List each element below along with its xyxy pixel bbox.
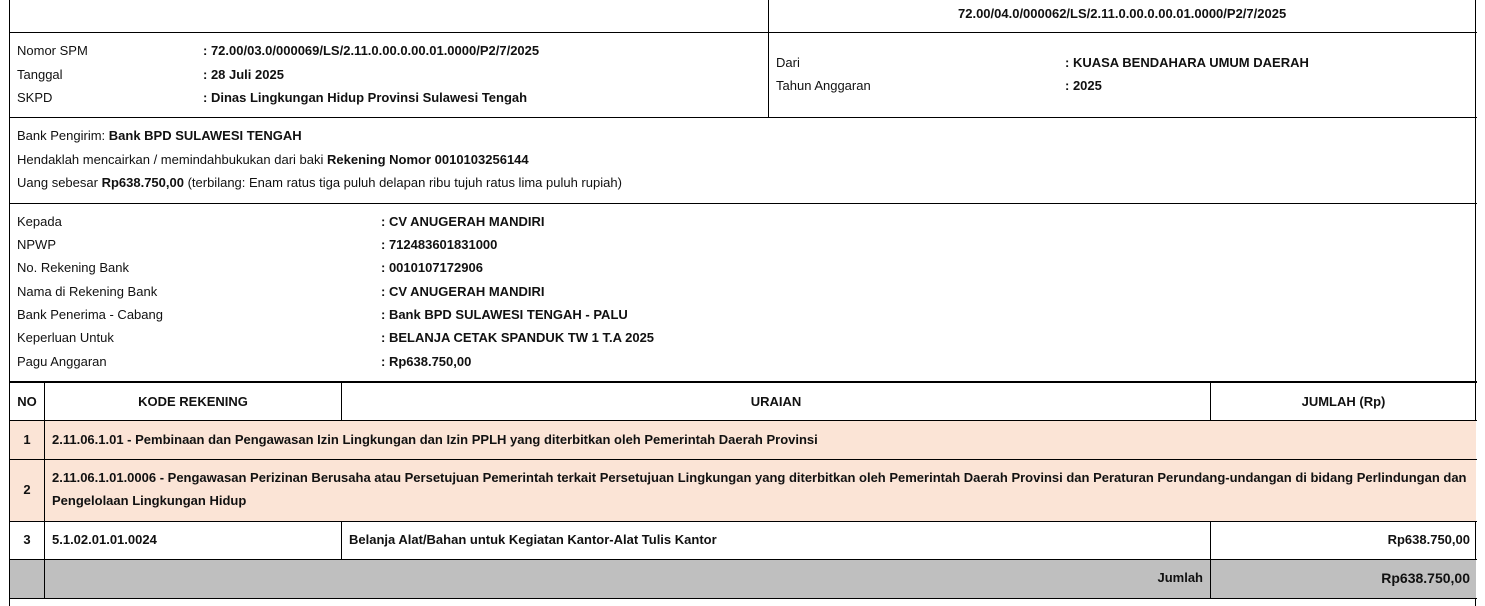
recipient-value: : 712483601831000 — [381, 237, 498, 252]
header-no: NO — [17, 394, 37, 409]
tanggal-value: : 28 Juli 2025 — [203, 67, 284, 82]
divider — [9, 459, 1477, 460]
divider — [9, 32, 1477, 33]
recipient-label: Kepada — [17, 214, 62, 229]
top-document-number: 72.00/04.0/000062/LS/2.11.0.00.0.00.01.0000/P2/7/2025 — [958, 6, 1287, 21]
bank-pengirim-value: Bank BPD SULAWESI TENGAH — [108, 128, 302, 143]
row-program-text: 2.11.06.1.01 - Pembinaan dan Pengawasan Izin Lingkungan dan Izin PPLH yang diterbitkan oleh Pemerintah Daerah Provinsi — [52, 432, 818, 447]
bank-pengirim-line — [17, 128, 302, 144]
uang-sebesar-label: Uang sebesar — [17, 175, 102, 190]
bank-pengirim-label: Bank Pengirim: — [17, 128, 109, 143]
recipient-value: : Rp638.750,00 — [381, 354, 472, 369]
divider — [9, 598, 1477, 599]
total-value: Rp638.750,00 — [1381, 570, 1470, 586]
recipient-label: Pagu Anggaran — [17, 354, 107, 369]
divider — [9, 559, 1477, 560]
row-jumlah: Rp638.750,00 — [1387, 532, 1470, 547]
nomor-spm-label: Nomor SPM — [17, 43, 88, 58]
tahun-anggaran-label: Tahun Anggaran — [776, 78, 871, 93]
recipient-value: : BELANJA CETAK SPANDUK TW 1 T.A 2025 — [381, 330, 655, 345]
recipient-label: Nama di Rekening Bank — [17, 284, 158, 299]
rekening-text: Hendaklah mencairkan / memindahbukukan dari baki — [17, 152, 328, 167]
total-label: Jumlah — [1157, 570, 1203, 585]
row-number: 3 — [23, 532, 31, 547]
rekening-nomor: Rekening Nomor 0010103256144 — [327, 152, 529, 167]
tanggal-label: Tanggal — [17, 67, 63, 82]
row-kegiatan-line2: Pengelolaan Lingkungan Hidup — [52, 493, 247, 508]
terbilang-text: (terbilang: Enam ratus tiga puluh delapan ribu tujuh ratus lima puluh rupiah) — [183, 175, 622, 190]
uang-amount: Rp638.750,00 — [101, 175, 184, 190]
row-number: 2 — [23, 482, 31, 497]
recipient-value: : CV ANUGERAH MANDIRI — [381, 284, 545, 299]
divider — [9, 381, 1477, 383]
dari-value: : KUASA BENDAHARA UMUM DAERAH — [1065, 55, 1309, 70]
header-uraian: URAIAN — [750, 394, 802, 409]
row-uraian: Belanja Alat/Bahan untuk Kegiatan Kantor-Alat Tulis Kantor — [349, 532, 717, 547]
divider — [9, 117, 1477, 118]
divider — [9, 203, 1477, 204]
recipient-label: Bank Penerima - Cabang — [17, 307, 163, 322]
rekening-line — [17, 152, 529, 168]
header-kode-rekening: KODE REKENING — [138, 394, 248, 409]
skpd-label: SKPD — [17, 90, 53, 105]
uang-sebesar-line — [17, 175, 622, 191]
row-kegiatan-line1: 2.11.06.1.01.0006 - Pengawasan Perizinan Berusaha atau Persetujuan Pemerintah terkait Persetujuan Lingkungan yang diterbitkan oleh Pemerintah Daerah Provinsi dan Peraturan Perundang-undangan di bidang Perlindungan dan — [52, 470, 1467, 485]
divider — [44, 382, 45, 598]
recipient-value: : CV ANUGERAH MANDIRI — [381, 214, 545, 229]
nomor-spm-value: : 72.00/03.0/000069/LS/2.11.0.00.0.00.01.0000/P2/7/2025 — [203, 43, 540, 58]
divider — [768, 0, 769, 117]
row-kode-rekening: 5.1.02.01.01.0024 — [52, 532, 157, 547]
recipient-label: No. Rekening Bank — [17, 260, 130, 275]
divider — [9, 521, 1477, 522]
recipient-value: : 0010107172906 — [381, 260, 483, 275]
header-jumlah: JUMLAH (Rp) — [1301, 394, 1386, 409]
row-number: 1 — [23, 432, 31, 447]
divider — [9, 420, 1477, 421]
divider — [341, 521, 342, 560]
recipient-label: Keperluan Untuk — [17, 330, 114, 345]
recipient-label: NPWP — [17, 237, 56, 252]
skpd-value: : Dinas Lingkungan Hidup Provinsi Sulawesi Tengah — [203, 90, 528, 105]
tahun-anggaran-value: : 2025 — [1065, 78, 1102, 93]
dari-label: Dari — [776, 55, 800, 70]
recipient-value: : Bank BPD SULAWESI TENGAH - PALU — [381, 307, 628, 322]
